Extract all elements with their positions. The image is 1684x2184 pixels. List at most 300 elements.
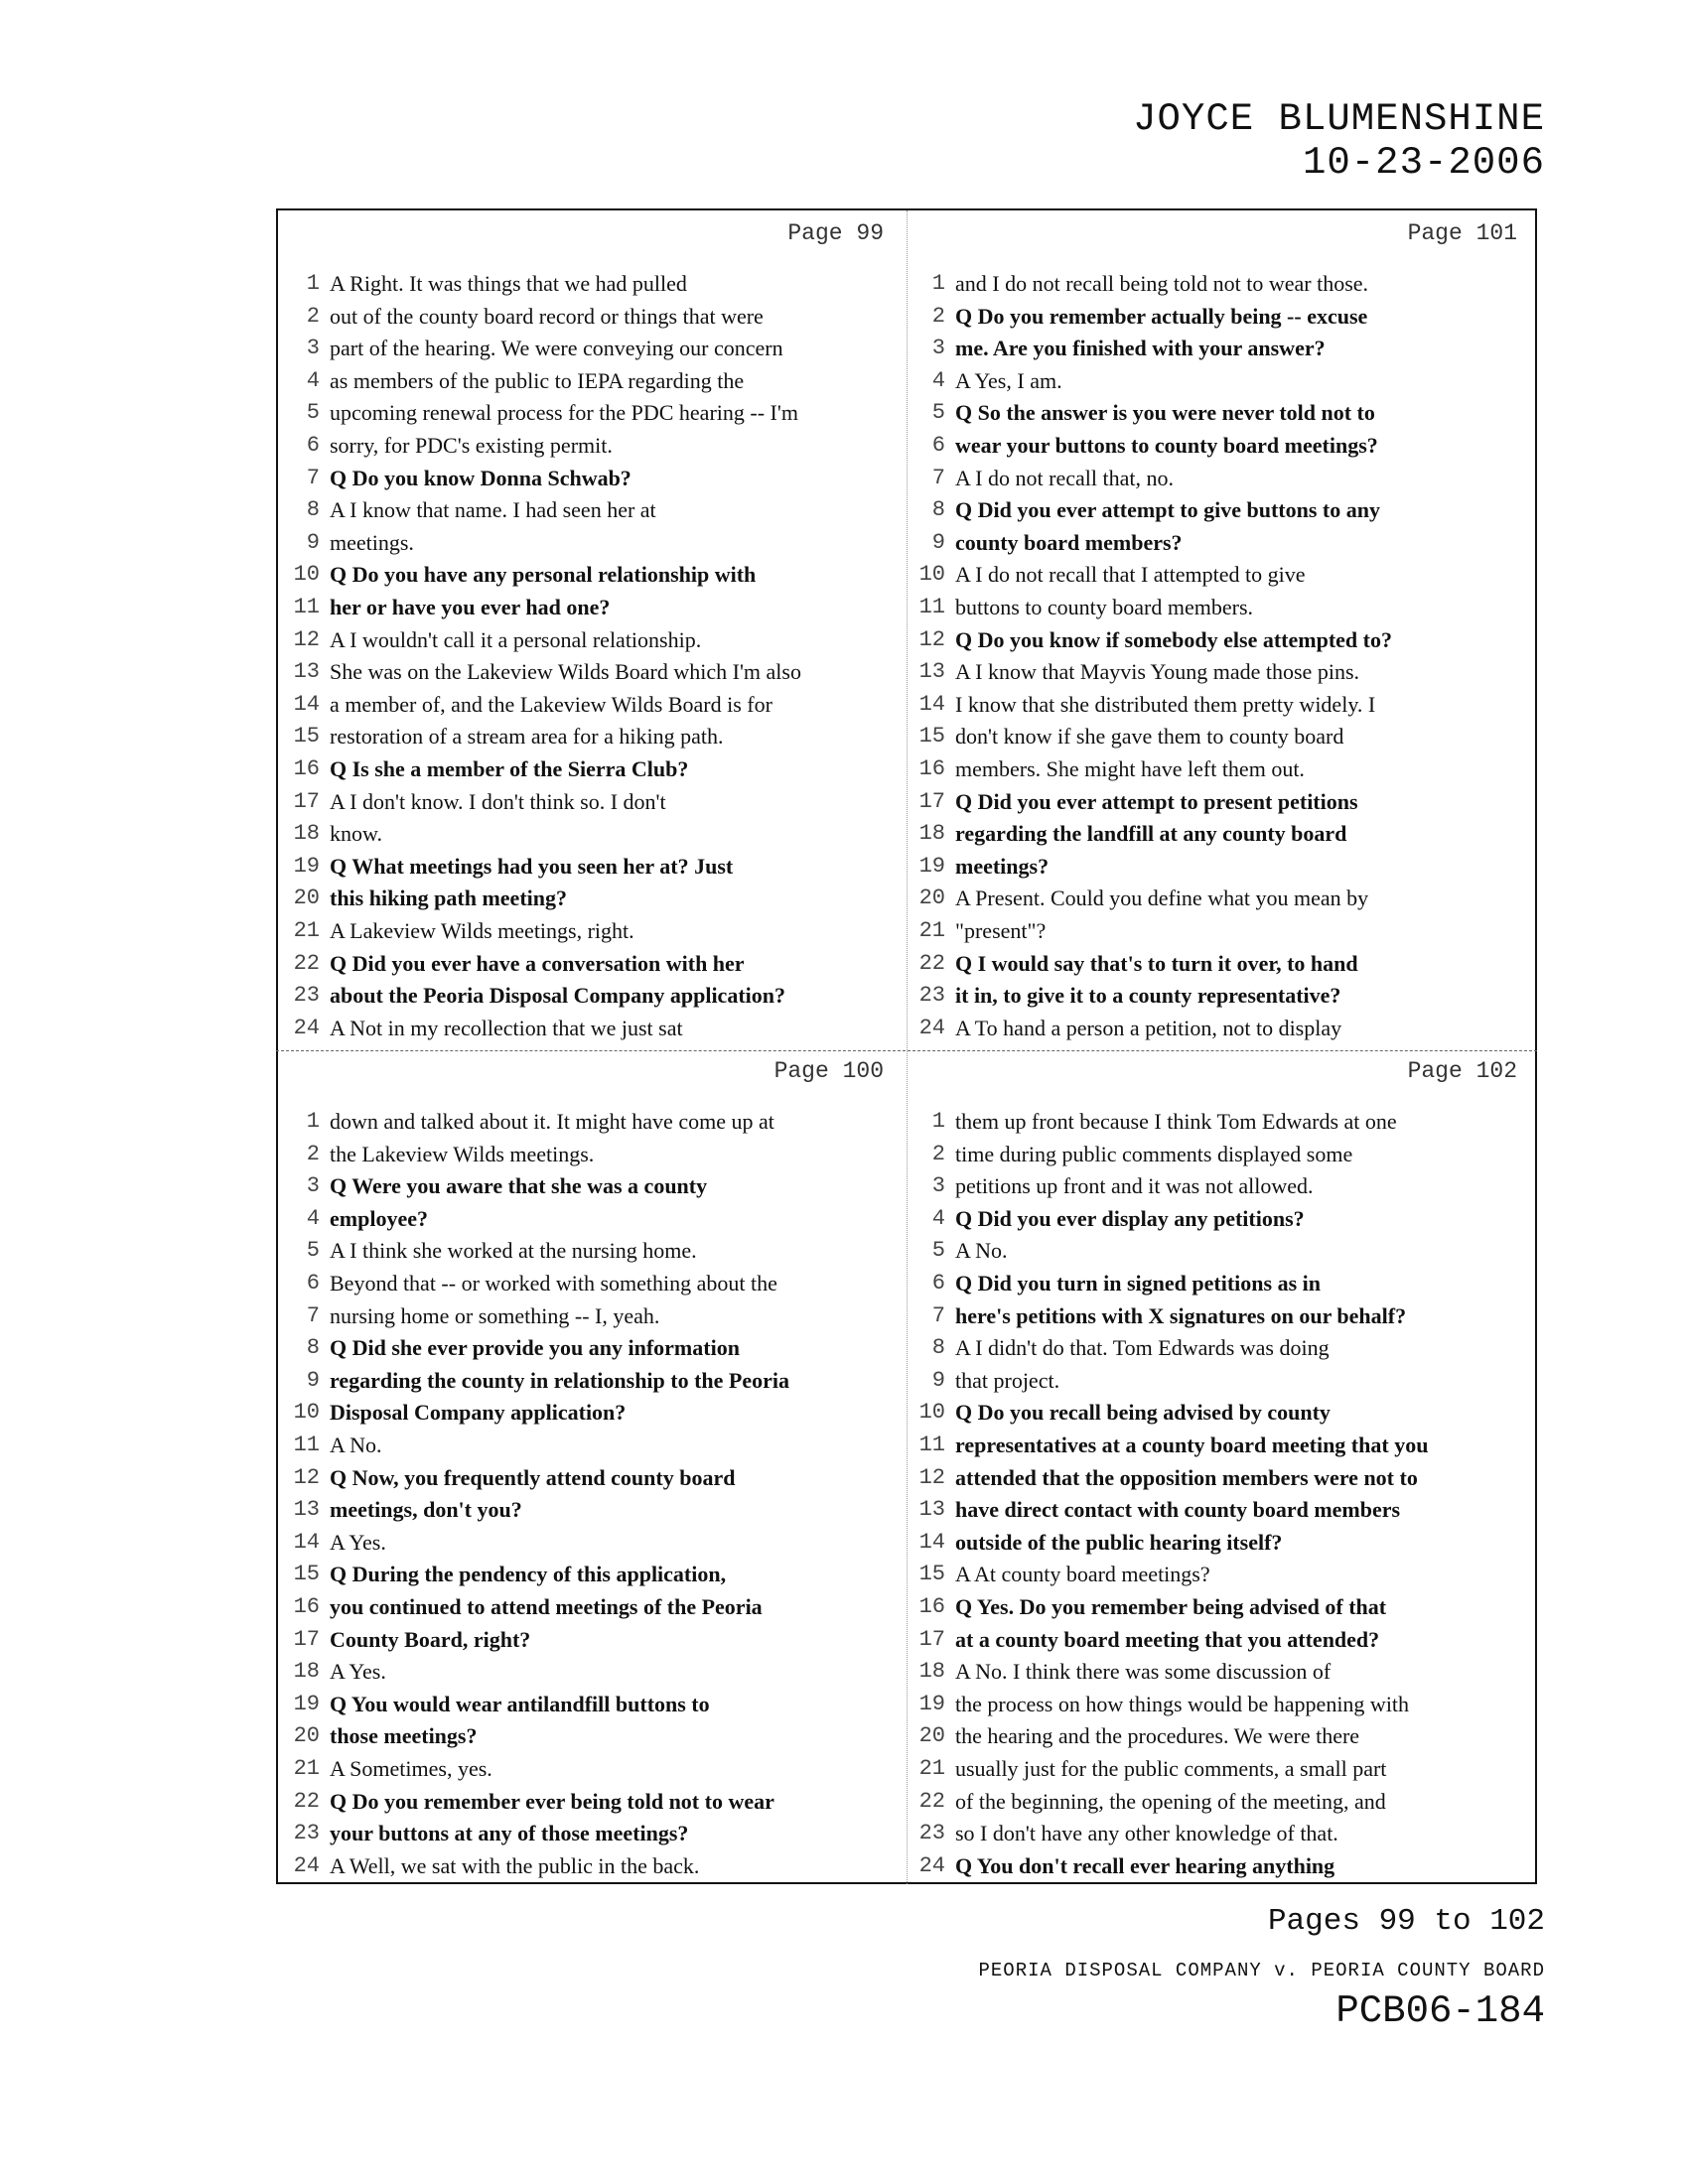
transcript-line [286,527,912,559]
line-number: 3 [931,336,945,361]
transcript-line [286,915,912,947]
line-number: 17 [918,788,945,814]
line-number: 18 [293,821,320,847]
answer-text: A Yes. [330,1529,386,1555]
question-text: about the Peoria Disposal Company application? [330,983,785,1009]
line-number: 14 [293,1529,320,1555]
line-number: 8 [931,1335,945,1361]
question-text: regarding the landfill at any county board [955,821,1347,847]
question-text: representatives at a county board meeting that you [955,1433,1429,1457]
transcript-line [912,1139,1537,1170]
transcript-line [286,689,912,721]
transcript-line [286,980,912,1012]
answer-text: I know that she distributed them pretty widely. I [955,691,1376,717]
question-text: Q Yes. Do you remember being advised of that [955,1594,1387,1619]
answer-text: A Lakeview Wilds meetings, right. [330,918,634,943]
answer-text: A Right. It was things that we had pulled [330,271,687,296]
question-text: Q Do you know if somebody else attempted to? [955,626,1392,652]
transcript-line [912,1559,1537,1590]
line-number: 2 [306,1141,320,1166]
line-number: 13 [918,659,945,685]
transcript-line [912,559,1537,591]
transcript-line [912,1689,1537,1720]
answer-text: out of the county board record or things that were [330,303,764,329]
transcript-line [286,559,912,591]
page-title: Page 100 [773,1058,884,1084]
transcript-line [912,786,1537,818]
line-number: 16 [918,1594,945,1619]
line-number: 5 [306,1238,320,1264]
transcript-page-100 [286,1058,912,1882]
transcript-line [912,1365,1537,1397]
question-text: Q So the answer is you were never told not to [955,400,1375,426]
transcript-line [912,333,1537,364]
line-number: 9 [306,1367,320,1393]
answer-text: the Lakeview Wilds meetings. [330,1141,595,1166]
answer-text: usually just for the public comments, a small part [955,1756,1387,1781]
answer-text: A No. [955,1238,1008,1264]
transcript-line [912,721,1537,752]
question-text: Q Is she a member of the Sierra Club? [330,756,689,781]
transcript-line [286,301,912,333]
transcript-line [286,1527,912,1559]
line-number: 3 [306,1173,320,1199]
question-text: Q I would say that's to turn it over, to hand [955,950,1358,976]
line-number: 16 [293,1594,320,1619]
line-number: 22 [293,950,320,976]
transcript-line [286,883,912,914]
line-number: 20 [293,1723,320,1749]
answer-text: A At county board meetings? [955,1562,1210,1587]
transcript-line [286,1591,912,1623]
transcript-line [286,948,912,980]
transcript-line [286,851,912,883]
question-text: Q You don't recall ever hearing anything [955,1852,1335,1878]
answer-text: the process on how things would be happening with [955,1691,1410,1716]
answer-text: buttons to county board members. [955,595,1254,619]
answer-text: A Not in my recollection that we just sat [330,1015,683,1040]
line-number: 21 [293,918,320,943]
transcript-line [912,1106,1537,1138]
transcript-line [286,397,912,429]
line-number: 11 [293,595,320,619]
answer-text: of the beginning, the opening of the meeting, and [955,1788,1386,1814]
transcript-line [286,1818,912,1849]
question-text: this hiking path meeting? [330,886,567,911]
transcript-line [286,463,912,494]
transcript-line [912,1818,1537,1849]
transcript-line [912,818,1537,850]
answer-text: don't know if she gave them to county board [955,724,1344,750]
line-number: 10 [293,1400,320,1426]
question-text: Q Do you remember actually being -- excuse [955,303,1368,329]
answer-text: them up front because I think Tom Edwards at one [955,1109,1397,1134]
page-title: Page 99 [787,220,884,246]
answer-text: A No. [330,1433,382,1457]
answer-text: nursing home or something -- I, yeah. [330,1302,660,1328]
line-number: 18 [918,1659,945,1685]
line-number: 1 [306,1109,320,1134]
answer-text: meetings. [330,529,414,555]
question-text: those meetings? [330,1723,478,1749]
witness-name: JOYCE BLUMENSHINE [1133,97,1545,141]
line-number: 4 [306,367,320,393]
question-text: employee? [330,1205,428,1231]
line-number: 1 [931,1109,945,1134]
transcript-line [912,948,1537,980]
line-number: 16 [293,756,320,781]
answer-text: She was on the Lakeview Wilds Board which I'm also [330,659,801,685]
question-text: Q What meetings had you seen her at? Just [330,853,734,879]
answer-text: A To hand a person a petition, not to display [955,1015,1342,1040]
deposition-date: 10-23-2006 [1302,141,1545,185]
question-text: it in, to give it to a county representative? [955,983,1341,1009]
question-text: attended that the opposition members were not to [955,1464,1418,1490]
case-number: PCB06-184 [1335,1989,1545,2033]
transcript-line [286,1624,912,1656]
transcript-line [286,1106,912,1138]
line-number: 7 [306,465,320,490]
answer-text: upcoming renewal process for the PDC hearing -- I'm [330,400,798,426]
line-number: 6 [931,1271,945,1296]
transcript-line [286,430,912,462]
question-text: at a county board meeting that you attended? [955,1626,1380,1652]
transcript-line [912,1170,1537,1202]
question-text: you continued to attend meetings of the Peoria [330,1594,763,1619]
line-number: 23 [293,1821,320,1846]
transcript-line [912,1753,1537,1785]
question-text: meetings, don't you? [330,1497,522,1523]
line-number: 9 [931,1367,945,1393]
answer-text: time during public comments displayed some [955,1141,1353,1166]
transcript-line [912,1430,1537,1461]
transcript-line [912,1656,1537,1688]
line-number: 23 [918,1821,945,1846]
question-text: your buttons at any of those meetings? [330,1821,689,1846]
line-number: 6 [306,1271,320,1296]
line-number: 19 [918,1691,945,1716]
answer-text: down and talked about it. It might have come up at [330,1109,774,1134]
question-text: Q You would wear antilandfill buttons to [330,1691,710,1716]
line-number: 18 [918,821,945,847]
line-number: 21 [918,1756,945,1781]
question-text: her or have you ever had one? [330,595,611,619]
question-text: Q Were you aware that she was a county [330,1173,708,1199]
transcript-line [912,397,1537,429]
transcript-line [286,1753,912,1785]
line-number: 14 [918,1529,945,1555]
answer-text: know. [330,821,382,847]
line-number: 24 [293,1852,320,1878]
transcript-line [286,268,912,300]
answer-text: A I wouldn't call it a personal relationship. [330,626,702,652]
transcript-line [286,1397,912,1429]
line-number: 11 [918,1433,945,1457]
line-number: 8 [306,497,320,523]
answer-text: as members of the public to IEPA regarding the [330,367,745,393]
transcript-line [912,1268,1537,1299]
line-number: 4 [931,367,945,393]
question-text: here's petitions with X signatures on our behalf? [955,1302,1407,1328]
answer-text: A I didn't do that. Tom Edwards was doing [955,1335,1330,1361]
row-divider [276,1050,1537,1051]
question-text: Q Do you have any personal relationship with [330,562,757,588]
line-number: 23 [293,983,320,1009]
question-text: Q Did you turn in signed petitions as in [955,1271,1321,1296]
transcript-line [286,1235,912,1267]
page-title: Page 101 [1407,220,1517,246]
line-number: 9 [306,529,320,555]
answer-text: "present"? [955,918,1047,943]
line-number: 7 [931,1302,945,1328]
question-text: wear your buttons to county board meetings? [955,433,1378,458]
answer-text: A I do not recall that I attempted to give [955,562,1306,588]
line-number: 8 [931,497,945,523]
line-number: 17 [293,788,320,814]
transcript-line [912,1786,1537,1818]
line-number: 2 [931,303,945,329]
question-text: meetings? [955,853,1050,879]
transcript-line [286,786,912,818]
transcript-line [286,753,912,785]
line-number: 1 [931,271,945,296]
question-text: Q Did she ever provide you any information [330,1335,740,1361]
answer-text: and I do not recall being told not to wear those. [955,271,1369,296]
transcript-line [912,851,1537,883]
line-number: 22 [918,1788,945,1814]
transcript-line [286,1850,912,1882]
transcript-line [912,883,1537,914]
transcript-line [912,463,1537,494]
transcript-page-99 [286,220,912,1044]
line-number: 1 [306,271,320,296]
transcript-line [912,527,1537,559]
line-number: 12 [293,626,320,652]
line-number: 3 [931,1173,945,1199]
page-range: Pages 99 to 102 [1267,1904,1545,1939]
transcript-line [912,1300,1537,1332]
transcript-line [912,365,1537,397]
transcript-line [912,1462,1537,1494]
transcript-line [912,624,1537,656]
transcript-line [286,1559,912,1590]
answer-text: sorry, for PDC's existing permit. [330,433,613,458]
line-number: 21 [918,918,945,943]
line-number: 20 [918,886,945,911]
question-text: Q Did you ever have a conversation with her [330,950,745,976]
question-text: Q Do you know Donna Schwab? [330,465,632,490]
question-text: regarding the county in relationship to the Peoria [330,1367,790,1393]
line-number: 8 [306,1335,320,1361]
answer-text: A Present. Could you define what you mean by [955,886,1369,911]
transcript-line [912,1850,1537,1882]
line-number: 10 [918,562,945,588]
answer-text: part of the hearing. We were conveying our concern [330,336,783,361]
transcript-line [286,1139,912,1170]
transcript-line [286,721,912,752]
answer-text: restoration of a stream area for a hiking path. [330,724,724,750]
answer-text: A I think she worked at the nursing home. [330,1238,697,1264]
line-number: 5 [931,1238,945,1264]
question-text: county board members? [955,529,1183,555]
transcript-line [286,1720,912,1752]
line-number: 20 [293,886,320,911]
line-number: 21 [293,1756,320,1781]
answer-text: A Yes. [330,1659,386,1685]
transcript-line [912,753,1537,785]
transcript-line [912,656,1537,688]
line-number: 7 [306,1302,320,1328]
line-number: 15 [293,724,320,750]
transcript-line [286,1689,912,1720]
answer-text: petitions up front and it was not allowed. [955,1173,1314,1199]
line-number: 16 [918,756,945,781]
transcript-line [912,1624,1537,1656]
line-number: 22 [918,950,945,976]
transcript-line [912,1720,1537,1752]
line-number: 24 [918,1852,945,1878]
line-number: 4 [931,1205,945,1231]
answer-text: Beyond that -- or worked with something about the [330,1271,777,1296]
transcript-line [286,365,912,397]
transcript-line [286,1786,912,1818]
transcript-line [912,1332,1537,1364]
line-number: 5 [306,400,320,426]
question-text: Q During the pendency of this application, [330,1562,727,1587]
transcript-line [912,689,1537,721]
transcript-line [912,980,1537,1012]
transcript-line [286,494,912,526]
transcript-line [286,1494,912,1526]
transcript-line [912,1397,1537,1429]
line-number: 7 [931,465,945,490]
question-text: me. Are you finished with your answer? [955,336,1326,361]
transcript-page-102 [912,1058,1537,1882]
line-number: 19 [918,853,945,879]
answer-text: A I do not recall that, no. [955,465,1174,490]
line-number: 22 [293,1788,320,1814]
answer-text: A I know that name. I had seen her at [330,497,656,523]
answer-text: A No. I think there was some discussion of [955,1659,1332,1685]
transcript-line [286,1300,912,1332]
answer-text: A Yes, I am. [955,367,1062,393]
line-number: 24 [293,1015,320,1040]
transcript-line [912,1013,1537,1044]
question-text: Q Do you recall being advised by county [955,1400,1331,1426]
question-text: Disposal Company application? [330,1400,627,1426]
line-number: 12 [918,626,945,652]
transcript-page-101 [912,220,1537,1044]
transcript-line [912,915,1537,947]
line-number: 17 [293,1626,320,1652]
transcript-line [286,1430,912,1461]
transcript-line [286,624,912,656]
transcript-line [286,1013,912,1044]
transcript-line [286,818,912,850]
transcript-line [286,592,912,623]
line-number: 19 [293,853,320,879]
line-number: 14 [918,691,945,717]
line-number: 2 [306,303,320,329]
answer-text: A Sometimes, yes. [330,1756,492,1781]
line-number: 15 [918,1562,945,1587]
answer-text: A I know that Mayvis Young made those pins. [955,659,1359,685]
transcript-line [912,1235,1537,1267]
line-number: 4 [306,1205,320,1231]
transcript-line [912,268,1537,300]
transcript-line [912,430,1537,462]
question-text: Q Did you ever attempt to give buttons to any [955,497,1380,523]
line-number: 9 [931,529,945,555]
answer-text: the hearing and the procedures. We were there [955,1723,1360,1749]
line-number: 12 [293,1464,320,1490]
line-number: 5 [931,400,945,426]
answer-text: A I don't know. I don't think so. I don't [330,788,666,814]
transcript-line [286,1365,912,1397]
question-text: Q Did you ever attempt to present petitions [955,788,1358,814]
transcript-line [286,656,912,688]
transcript-line [912,301,1537,333]
question-text: have direct contact with county board members [955,1497,1401,1523]
answer-text: A Well, we sat with the public in the back. [330,1852,700,1878]
line-number: 6 [931,433,945,458]
question-text: outside of the public hearing itself? [955,1529,1283,1555]
line-number: 13 [293,659,320,685]
case-caption: PEORIA DISPOSAL COMPANY v. PEORIA COUNTY BOARD [978,1960,1545,1981]
transcript-line [286,1656,912,1688]
transcript-line [286,1170,912,1202]
transcript-line [286,1203,912,1235]
line-number: 18 [293,1659,320,1685]
line-number: 2 [931,1141,945,1166]
line-number: 20 [918,1723,945,1749]
line-number: 19 [293,1691,320,1716]
line-number: 10 [293,562,320,588]
line-number: 6 [306,433,320,458]
line-number: 13 [293,1497,320,1523]
line-number: 15 [293,1562,320,1587]
transcript-line [286,1462,912,1494]
question-text: Q Do you remember ever being told not to wear [330,1788,774,1814]
transcript-line [286,333,912,364]
answer-text: members. She might have left them out. [955,756,1305,781]
transcript-line [912,494,1537,526]
question-text: Q Now, you frequently attend county board [330,1464,736,1490]
line-number: 3 [306,336,320,361]
transcript-line [286,1332,912,1364]
line-number: 23 [918,983,945,1009]
transcript-line [912,1527,1537,1559]
question-text: County Board, right? [330,1626,531,1652]
page-title: Page 102 [1407,1058,1517,1084]
line-number: 11 [293,1433,320,1457]
transcript-line [286,1268,912,1299]
transcript-line [912,1591,1537,1623]
line-number: 15 [918,724,945,750]
answer-text: a member of, and the Lakeview Wilds Board is for [330,691,772,717]
line-number: 17 [918,1626,945,1652]
answer-text: that project. [955,1367,1060,1393]
line-number: 24 [918,1015,945,1040]
line-number: 12 [918,1464,945,1490]
line-number: 13 [918,1497,945,1523]
transcript-line [912,1494,1537,1526]
line-number: 10 [918,1400,945,1426]
line-number: 11 [918,595,945,619]
transcript-line [912,592,1537,623]
question-text: Q Did you ever display any petitions? [955,1205,1305,1231]
transcript-line [912,1203,1537,1235]
